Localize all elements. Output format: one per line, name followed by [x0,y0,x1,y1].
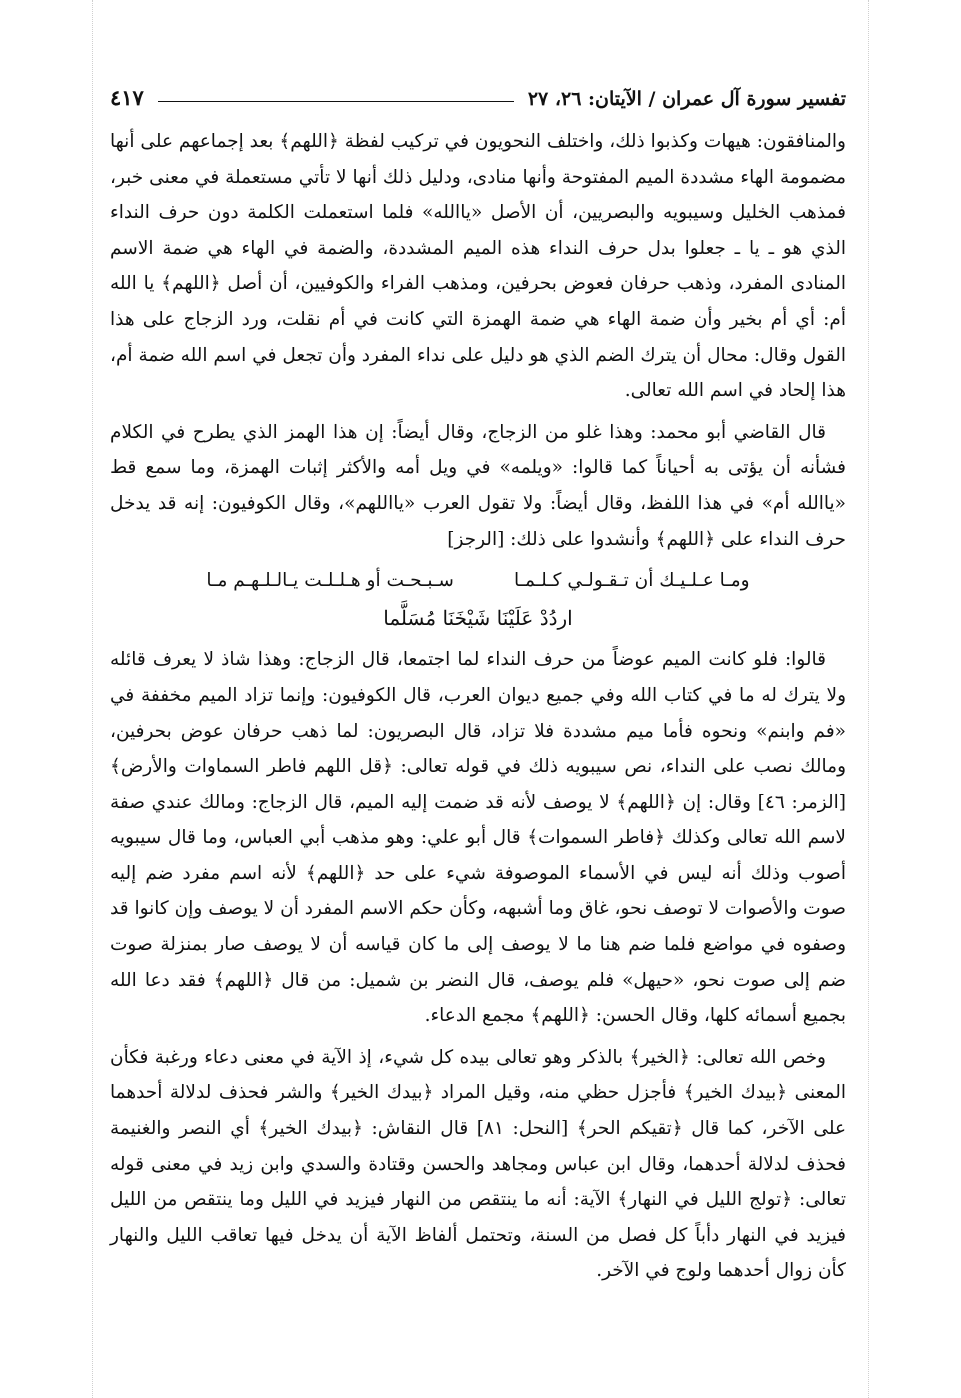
verse-hemistich-right: ومـا عـلـيـك أن تـقـولـي كـلـمـا [513,570,750,592]
right-margin-guide [868,0,869,1398]
header-rule [158,101,514,102]
paragraph-2: قال القاضي أبو محمد: وهذا غلو من الزجاج، وقال أيضاً: إن هذا الهمز الذي يطرح في الكلام فشأنه أن يؤتى به أحياناً كما قالوا: «ويلمه» في ويل أمه والأكثر إثبات الهمزة، وما سمع قط «ياالله أم» في هذا اللفظ، وقال أيضاً: ولا تقول العرب «يااللهم»، وقال الكوفيون: إنه قد يدخل حرف النداء على ﴿اللهم﴾ وأنشدوا على ذلك: [الرجز] [110,421,846,550]
verse-hemistich-left: سـبـحـت أو هـلـلـت يـالـلـهـم مـا [206,570,454,592]
paragraph-3: قالوا: فلو كانت الميم عوضاً من حرف النداء لما اجتمعا، قال الزجاج: وهذا شاذ لا يعرف قائله ولا يترك له ما في كتاب الله وفي جميع ديوان العرب، قال الكوفيون: وإنما تزاد الميم مخففة في «فم وابنم» ونحوه فأما ميم مشددة فلا تزاد، قال البصريون: لما ذهب حرفان عوض بحرفين، ومالك نصب على النداء، نص سيبويه ذلك في قوله تعالى: ﴿قل اللهم فاطر السماوات والأرض﴾ [الزمر: ٤٦] وقال: إن ﴿اللهم﴾ لا يوصف لأنه قد ضمت إليه الميم، قال الزجاج: ومالك عندي صفة لاسم الله تعالى وكذلك ﴿فاطر السموات﴾ قال أبو علي: وهو مذهب أبي العباس، وما قال سيبويه أصوب وذلك أنه ليس في الأسماء الموصوفة شيء على حد ﴿اللهم﴾ لأنه اسم مفرد ضم إليه صوت والأصوات لا توصف نحو، غاق وما أشبهه، وكأن حكم الاسم المفرد أن لا يوصف وإن كانوا قد وصفوه في مواضع فلما ضم هنا ما لا يوصف إلى ما كان قياسه أن لا يوصف صار بمنزلة صوت ضم إلى صوت نحو، «حيهل» فلم يوصف، قال النضر بن شميل: من قال ﴿اللهم﴾ فقد دعا الله بجميع أسمائه كلها، وقال الحسن: ﴿اللهم﴾ مجمع الدعاء. [110,649,847,1027]
paragraph-4: وخص الله تعالى: ﴿الخير﴾ بالذكر وهو تعالى بيده كل شيء، إذ الآية في معنى دعاء ورغبة فكأن المعنى ﴿بيدك الخير﴾ فأجزل حظي منه، وقيل المراد ﴿بيدك الخير﴾ والشر فحذف لدلالة أحدهما على الآخر، كما قال ﴿تقيكم الحر﴾ [النحل: ٨١] قال النقاش: ﴿بيدك الخير﴾ أي النصر والغنيمة فحذف لدلالة أحدهما، وقال ابن عباس ومجاهد والحسن وقتادة والسدي وابن زيد في معنى قوله تعالى: ﴿تولج الليل في النهار﴾ الآية: أنه ما ينتقص من النهار فيزيد في الليل وما ينتقص من الليل فيزيد في النهار دأباً كل فصل من السنة، وتحتمل ألفاظ الآية أن يدخل فيها تعاقب الليل والنهار كأن زوال أحدهما ولوج في الآخر. [110,1046,846,1282]
header-title: تفسير سورة آل عمران / الآيتان: ٢٦، ٢٧ [527,88,846,110]
poem-verse-line2: اردُدْ عَلَيْنَا شَيْخَنَا مُسَلَّما [383,605,573,630]
running-header [110,70,846,110]
poem-verse [110,563,846,599]
page-body [110,124,846,1295]
book-page [110,64,846,1364]
left-margin-guide [92,0,93,1398]
page-number: ٤١٧ [110,85,144,110]
paragraph-1: والمنافقون: هيهات وكذبوا ذلك، واختلف النحويون في تركيب لفظة ﴿اللهم﴾ بعد إجماعهم على أنها مضمومة الهاء مشددة الميم المفتوحة وأنها منادى، ودليل ذلك أنها لا تأتي مستعملة في معنى خبر، فمذهب الخليل وسيبويه والبصريين، أن الأصل «ياالله» فلما استعملت الكلمة دون حرف النداء الذي هو ـ يا ـ جعلوا بدل حرف النداء هذه الميم المشددة، والضمة في الهاء هي ضمة الاسم المنادى المفرد، وذهب حرفان فعوض بحرفين، ومذهب الفراء والكوفيين، أن أصل ﴿اللهم﴾ يا الله أم: أي أم بخير وأن ضمة الهاء هي ضمة الهمزة التي كانت في أم نقلت، ورد الزجاج على هذا القول وقال: محال أن يترك الضم الذي هو دليل على نداء المفرد وأن تجعل في اسم الله ضمة أم، هذا إلحاد في اسم الله تعالى. [110,131,846,402]
